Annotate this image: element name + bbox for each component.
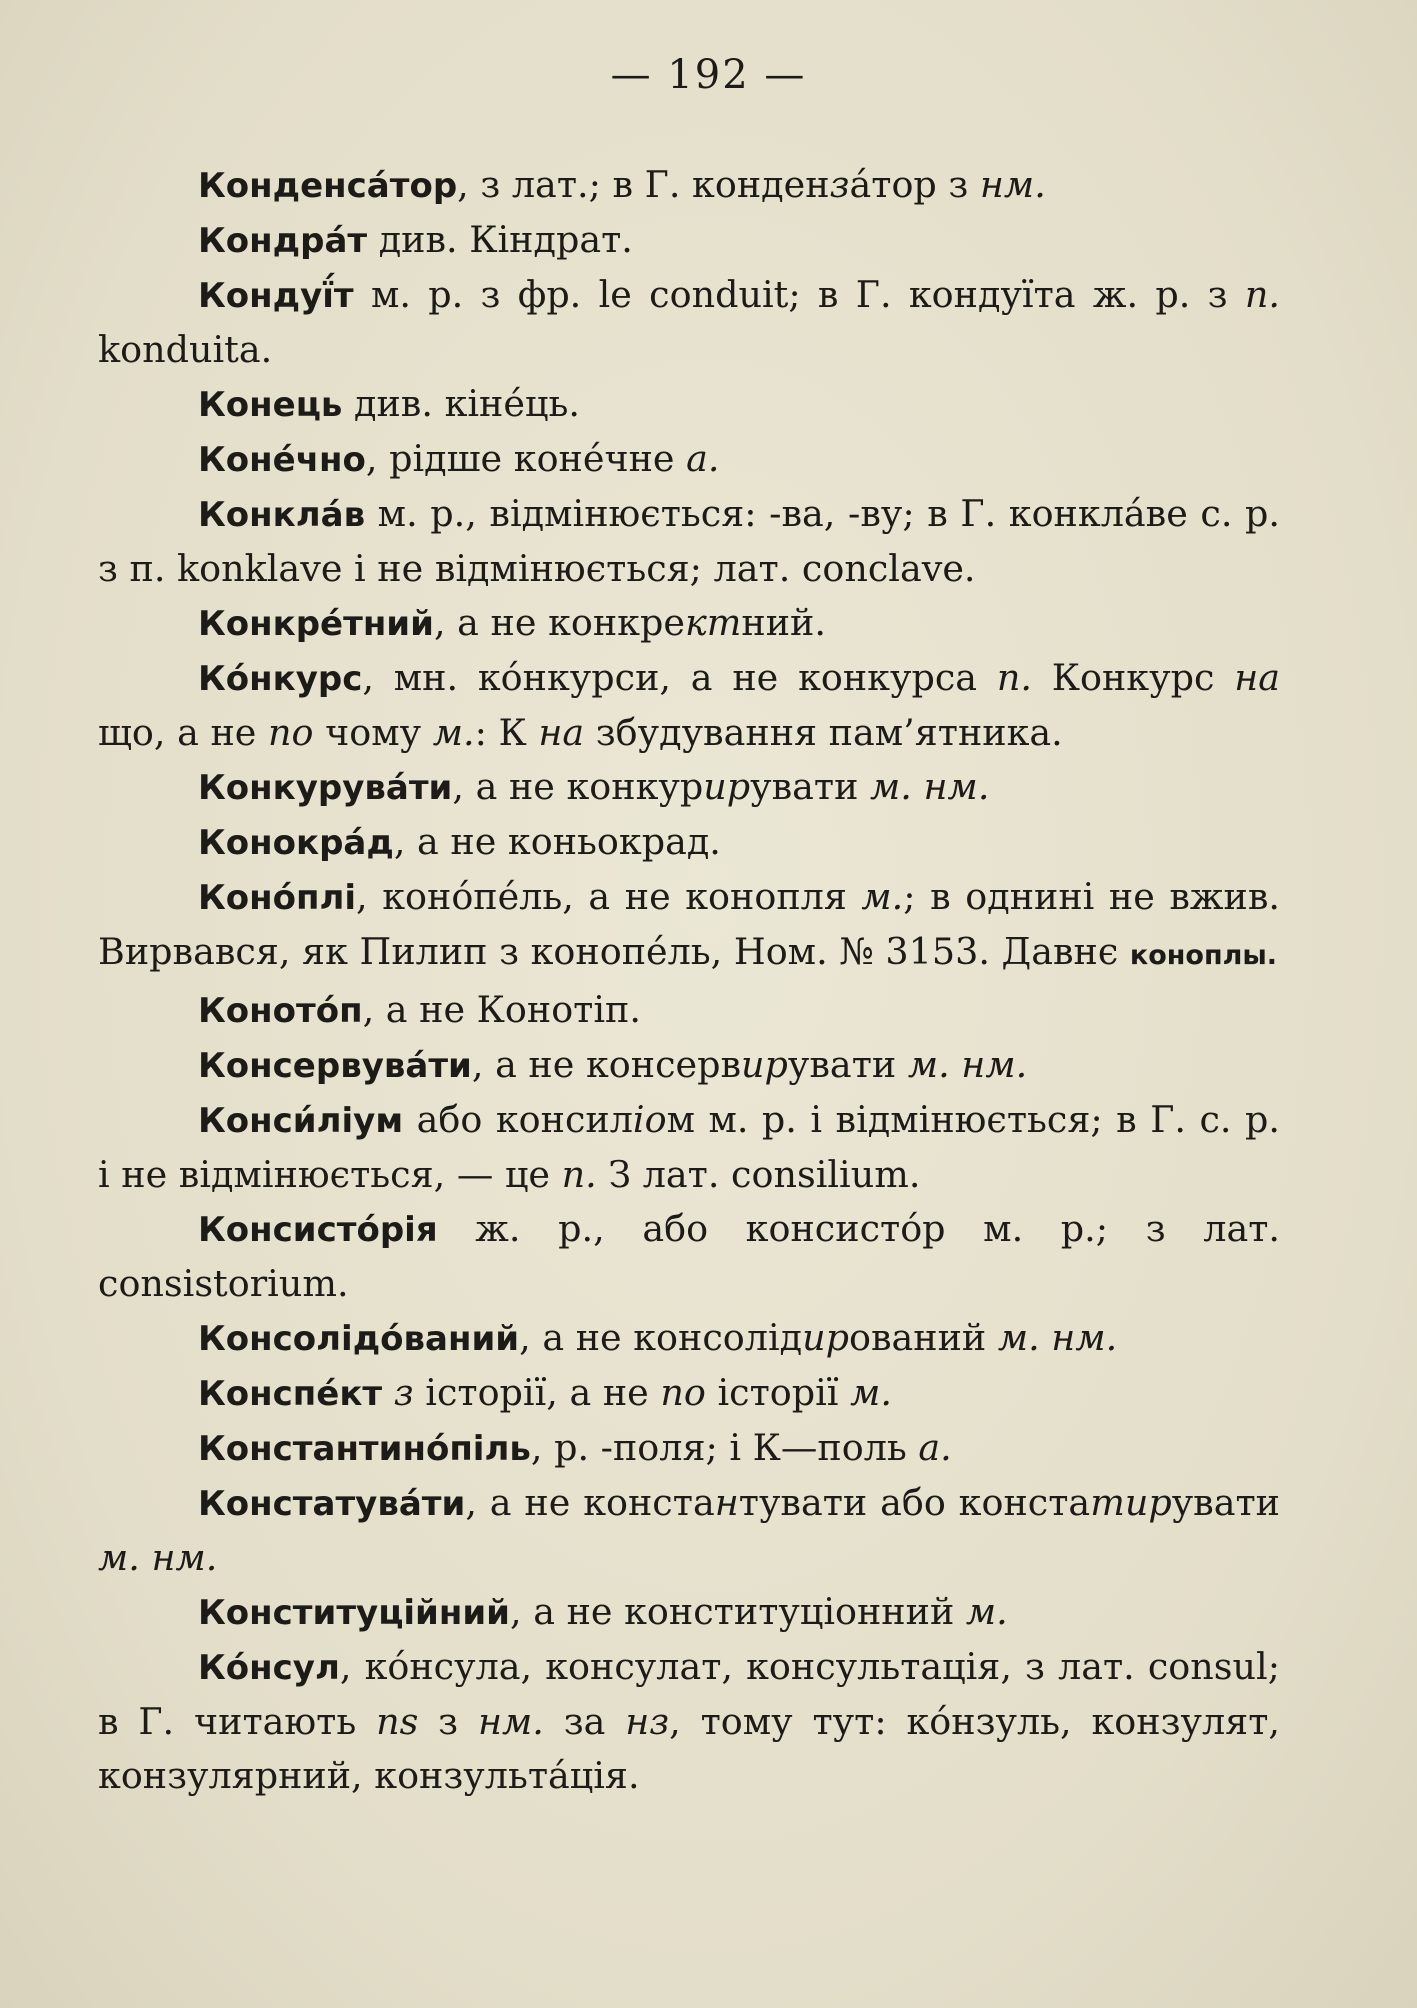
headword: Ко́нкурс: [198, 659, 363, 699]
headword: Константино́піль: [198, 1429, 531, 1469]
entry-konsilium: [98, 1093, 1280, 1202]
entry-text: історії: [705, 1371, 851, 1414]
entry-text: що, а не: [98, 711, 269, 754]
entry-italic: по: [660, 1371, 706, 1414]
headword: Консисто́рія: [198, 1210, 438, 1250]
entry-text: , а не Конотіп.: [362, 988, 641, 1031]
entry-italic: з: [393, 1371, 414, 1414]
entry-text: , а не конкре: [433, 601, 685, 644]
entry-text: , а не консерв: [471, 1043, 742, 1086]
entry-text: ований: [848, 1316, 998, 1359]
entry-konsolidovanyi: [98, 1311, 1280, 1366]
entry-italic: тир: [1090, 1481, 1172, 1524]
entry-text: або консил: [403, 1098, 633, 1141]
entry-text: [382, 1371, 394, 1414]
entry-konsul: [98, 1640, 1280, 1803]
entry-text: м. р., відмінюється: -ва, -ву; в Г. конкла́ве с. р. з п. konklave і не відмінюється; лат. conclave.: [98, 492, 1280, 590]
entry-italic: м.: [850, 1371, 892, 1414]
entry-text: З лат. consilium.: [596, 1153, 921, 1196]
entry-konkretnyi: [98, 596, 1280, 651]
entry-italic: м.: [432, 711, 475, 754]
entry-konstantynopil: [98, 1421, 1280, 1476]
entry-text: тувати або конста: [738, 1481, 1091, 1524]
entry-text: чому: [313, 711, 433, 754]
entry-italic: м.: [861, 875, 904, 918]
entry-text: , ко́нсула, консулат, консультація, з лат. consul; в Г. читають: [98, 1645, 1280, 1743]
headword: Конкре́тний: [198, 604, 434, 644]
headword: Конспе́кт: [198, 1374, 383, 1414]
entry-text: , а не конста: [465, 1481, 715, 1524]
entry-italic: на: [538, 711, 585, 754]
entry-italic: кт: [684, 601, 742, 644]
entry-kondensator: [98, 158, 1280, 213]
entry-konstatuvaty: [98, 1476, 1280, 1585]
entry-italic: м. нм.: [907, 1043, 1028, 1086]
entry-text: , мн. ко́нкурси, а не конкурса: [362, 656, 997, 699]
entries-column: [98, 158, 1280, 1803]
entry-italic: ns: [376, 1700, 419, 1743]
entry-text: див. Кіндрат.: [367, 218, 633, 261]
entry-text: , а не коньокрад.: [393, 820, 721, 863]
headword: Конкла́в: [198, 495, 366, 535]
entry-text: з: [418, 1700, 478, 1743]
entry-text: м м. р. і відмінюється; в Г. с. р. і не відмінюється, — це: [98, 1098, 1280, 1196]
entry-italic: з: [829, 163, 850, 206]
entry-text: див. кіне́ць.: [342, 382, 580, 425]
entry-text: ний.: [741, 601, 826, 644]
page-number: — 192 —: [610, 52, 807, 98]
entry-konklav: [98, 487, 1280, 596]
entry-italic: п.: [996, 656, 1032, 699]
entry-konspekt: [98, 1366, 1280, 1421]
entry-konstytutsiinyi: [98, 1585, 1280, 1640]
entry-text: а́тор з: [849, 163, 980, 206]
entry-text: , а не конституціонний: [510, 1590, 966, 1633]
entry-text: , тому тут: ко́нзуль, конзулят, конзулярний, конзульта́ція.: [98, 1700, 1280, 1797]
entry-kondrat: [98, 213, 1280, 268]
entry-text: збудування пам’ятника.: [584, 711, 1063, 754]
headword: Консервува́ти: [198, 1046, 472, 1086]
entry-konduit: [98, 268, 1280, 377]
headword: Коното́п: [198, 991, 363, 1031]
entry-italic: а.: [686, 437, 720, 480]
entry-text: ж. р., або консисто́р м. р.; з лат. consistorium.: [98, 1207, 1280, 1305]
entry-italic: нм.: [477, 1700, 544, 1743]
headword: Конституційний: [198, 1593, 511, 1633]
entry-italic: ир: [741, 1043, 788, 1086]
entry-konkuruvaty: [98, 760, 1280, 815]
entry-konokrad: [98, 815, 1280, 870]
entry-text: увати: [750, 765, 871, 808]
entry-text: , коно́пе́ль, а не конопля: [356, 875, 862, 918]
entry-text: увати: [1171, 1481, 1280, 1524]
headword: Конкурува́ти: [198, 768, 453, 808]
entry-italic: п.: [561, 1153, 597, 1196]
entry-konsystoriia: [98, 1202, 1280, 1311]
entry-italic: м. нм.: [98, 1536, 218, 1579]
headword: Конденса́тор: [198, 166, 458, 206]
headword: Констатува́ти: [198, 1484, 466, 1524]
headword: Конець: [198, 385, 343, 425]
headword: Консолідо́ваний: [198, 1319, 520, 1359]
entry-italic: н: [714, 1481, 739, 1524]
entry-konopli: [98, 870, 1280, 983]
entry-text: : К: [474, 711, 539, 754]
entry-italic: ир: [802, 1316, 849, 1359]
entry-text: konduita.: [98, 328, 273, 371]
headword: Конси́ліум: [198, 1101, 404, 1141]
entry-konservuvaty: [98, 1038, 1280, 1093]
entry-italic: нм.: [979, 163, 1046, 206]
entry-text: м. р. з фр. le conduit; в Г. кондуїта ж. р. з: [353, 273, 1245, 316]
headword: Кондра́т: [198, 221, 368, 261]
entry-oldform: коноплы.: [1129, 940, 1278, 971]
entry-konkurs: [98, 651, 1280, 760]
entry-text: , а не конкур: [452, 765, 704, 808]
entry-italic: м. нм.: [870, 765, 990, 808]
headword: Конокра́д: [198, 823, 394, 863]
headword: Кондуї́т: [198, 276, 354, 316]
headword: Коне́чно: [198, 440, 366, 480]
headword: Ко́нсул: [198, 1648, 340, 1688]
entry-italic: а.: [918, 1426, 952, 1469]
entry-italic: по: [268, 711, 314, 754]
entry-text: , рідше коне́чне: [365, 437, 687, 480]
entry-text: за: [543, 1700, 626, 1743]
entry-konets: [98, 377, 1280, 432]
entry-text: ; в однині не вжив. Вирвався, як Пилип з конопе́ль, Ном. № 3153. Давнє: [98, 875, 1280, 973]
entry-konotop: [98, 983, 1280, 1038]
entry-text: увати: [787, 1043, 908, 1086]
entry-italic: нз: [625, 1700, 670, 1743]
entry-konechno: [98, 432, 1280, 487]
entry-text: історії, а не: [413, 1371, 661, 1414]
entry-italic: м.: [965, 1590, 1008, 1633]
entry-italic: ир: [703, 765, 751, 808]
headword: Коно́плі: [198, 878, 357, 918]
entry-text: , р. -поля; і К—поль: [530, 1426, 919, 1469]
entry-italic: іо: [632, 1098, 667, 1141]
entry-italic: на: [1234, 656, 1280, 699]
entry-text: , з лат.; в Г. конден: [457, 163, 830, 206]
entry-italic: п.: [1244, 273, 1280, 316]
entry-text: Конкурс: [1031, 656, 1235, 699]
entry-italic: м. нм.: [997, 1316, 1118, 1359]
entry-text: , а не консолід: [519, 1316, 803, 1359]
